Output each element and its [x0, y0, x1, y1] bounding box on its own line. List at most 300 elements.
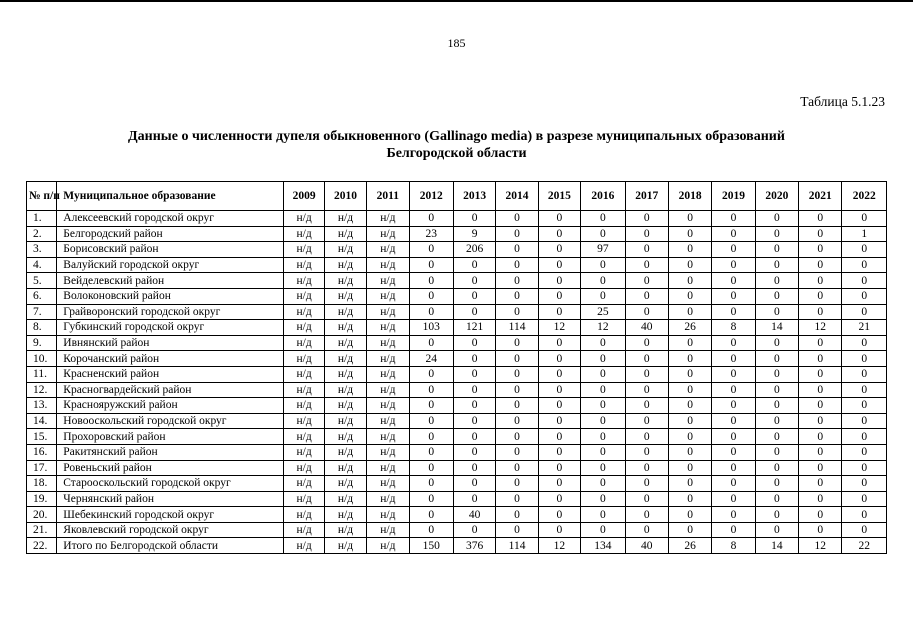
value-cell: 0: [453, 257, 495, 273]
value-cell: 0: [581, 273, 625, 289]
value-cell: 0: [712, 522, 755, 538]
value-cell: 0: [755, 491, 798, 507]
value-cell: 0: [538, 507, 580, 523]
table-row: [27, 429, 887, 445]
value-cell: н/д: [324, 273, 366, 289]
row-number: 10.: [27, 351, 57, 367]
value-cell: 0: [581, 413, 625, 429]
value-cell: 0: [496, 491, 538, 507]
value-cell: 0: [799, 211, 842, 227]
value-cell: н/д: [284, 288, 324, 304]
value-cell: н/д: [367, 507, 409, 523]
municipality-name: Чернянский район: [57, 491, 284, 507]
value-cell: 0: [842, 522, 887, 538]
value-cell: 0: [668, 335, 711, 351]
value-cell: 0: [581, 257, 625, 273]
value-cell: н/д: [284, 429, 324, 445]
municipality-name: Ровеньский район: [57, 460, 284, 476]
value-cell: 40: [625, 538, 668, 554]
value-cell: 0: [538, 429, 580, 445]
table-row: [27, 351, 887, 367]
value-cell: 0: [538, 366, 580, 382]
value-cell: 0: [496, 398, 538, 414]
value-cell: 0: [538, 288, 580, 304]
table-row: [27, 226, 887, 242]
value-cell: н/д: [324, 382, 366, 398]
value-cell: 0: [453, 382, 495, 398]
value-cell: 0: [625, 288, 668, 304]
value-cell: 0: [538, 382, 580, 398]
value-cell: н/д: [284, 413, 324, 429]
value-cell: 0: [842, 257, 887, 273]
value-cell: 0: [668, 507, 711, 523]
value-cell: 0: [799, 429, 842, 445]
value-cell: 0: [668, 366, 711, 382]
value-cell: н/д: [324, 413, 366, 429]
row-number: 21.: [27, 522, 57, 538]
value-cell: н/д: [284, 382, 324, 398]
value-cell: 0: [496, 522, 538, 538]
row-number: 19.: [27, 491, 57, 507]
table-row: [27, 211, 887, 227]
value-cell: 0: [625, 460, 668, 476]
value-cell: 0: [842, 398, 887, 414]
value-cell: 9: [453, 226, 495, 242]
header-num: № п/п: [27, 182, 57, 211]
value-cell: н/д: [367, 320, 409, 336]
value-cell: 0: [409, 242, 453, 258]
value-cell: 0: [581, 382, 625, 398]
value-cell: 0: [625, 507, 668, 523]
value-cell: 0: [625, 476, 668, 492]
value-cell: н/д: [284, 507, 324, 523]
value-cell: 0: [581, 288, 625, 304]
value-cell: 121: [453, 320, 495, 336]
value-cell: н/д: [324, 522, 366, 538]
value-cell: 0: [625, 522, 668, 538]
value-cell: 0: [668, 476, 711, 492]
table-row: [27, 273, 887, 289]
value-cell: н/д: [367, 522, 409, 538]
row-number: 16.: [27, 444, 57, 460]
value-cell: н/д: [284, 335, 324, 351]
value-cell: 0: [668, 288, 711, 304]
table-row: [27, 382, 887, 398]
value-cell: 23: [409, 226, 453, 242]
value-cell: 0: [712, 335, 755, 351]
value-cell: 0: [842, 351, 887, 367]
value-cell: 0: [755, 429, 798, 445]
value-cell: 0: [538, 242, 580, 258]
value-cell: н/д: [284, 538, 324, 554]
value-cell: 0: [799, 351, 842, 367]
value-cell: 0: [409, 304, 453, 320]
value-cell: 0: [668, 242, 711, 258]
row-number: 7.: [27, 304, 57, 320]
value-cell: 0: [625, 366, 668, 382]
row-number: 17.: [27, 460, 57, 476]
table-row: [27, 507, 887, 523]
value-cell: 0: [496, 444, 538, 460]
value-cell: 0: [712, 257, 755, 273]
value-cell: 25: [581, 304, 625, 320]
value-cell: 0: [712, 382, 755, 398]
table-header-row: [27, 182, 887, 211]
value-cell: 0: [409, 257, 453, 273]
header-year: 2022: [842, 182, 887, 211]
municipality-name: Старооскольский городской округ: [57, 476, 284, 492]
value-cell: 0: [799, 507, 842, 523]
value-cell: 0: [496, 226, 538, 242]
value-cell: н/д: [324, 460, 366, 476]
value-cell: 0: [755, 382, 798, 398]
value-cell: н/д: [284, 444, 324, 460]
municipality-name: Краснояружский район: [57, 398, 284, 414]
value-cell: 0: [799, 226, 842, 242]
value-cell: 0: [625, 491, 668, 507]
table-row: [27, 304, 887, 320]
value-cell: 0: [842, 273, 887, 289]
value-cell: 0: [842, 382, 887, 398]
value-cell: 0: [799, 491, 842, 507]
value-cell: н/д: [324, 507, 366, 523]
value-cell: 0: [496, 460, 538, 476]
value-cell: 0: [668, 444, 711, 460]
value-cell: 0: [668, 257, 711, 273]
value-cell: н/д: [324, 304, 366, 320]
value-cell: 40: [453, 507, 495, 523]
value-cell: 0: [799, 288, 842, 304]
value-cell: н/д: [284, 522, 324, 538]
value-cell: н/д: [367, 211, 409, 227]
table-row: [27, 491, 887, 507]
value-cell: 0: [799, 304, 842, 320]
value-cell: н/д: [284, 273, 324, 289]
value-cell: 0: [712, 351, 755, 367]
value-cell: 0: [712, 288, 755, 304]
value-cell: 0: [409, 366, 453, 382]
row-number: 1.: [27, 211, 57, 227]
table-row: [27, 522, 887, 538]
municipality-name: Прохоровский район: [57, 429, 284, 445]
value-cell: 0: [755, 273, 798, 289]
table-row: [27, 320, 887, 336]
value-cell: 0: [496, 304, 538, 320]
value-cell: 0: [625, 382, 668, 398]
value-cell: н/д: [324, 476, 366, 492]
value-cell: н/д: [284, 460, 324, 476]
municipality-name: Красногвардейский район: [57, 382, 284, 398]
value-cell: 0: [453, 476, 495, 492]
table-row: [27, 366, 887, 382]
header-year: 2019: [712, 182, 755, 211]
value-cell: 0: [668, 413, 711, 429]
municipality-name: Яковлевский городской округ: [57, 522, 284, 538]
value-cell: 0: [842, 491, 887, 507]
row-number: 6.: [27, 288, 57, 304]
value-cell: 0: [453, 273, 495, 289]
value-cell: 0: [538, 257, 580, 273]
value-cell: 0: [496, 351, 538, 367]
title-line-1: Данные о численности дупеля обыкновенного (Gallinago media) в разрезе муниципальных образований: [128, 129, 785, 144]
value-cell: 0: [496, 335, 538, 351]
value-cell: 0: [625, 444, 668, 460]
value-cell: 0: [409, 444, 453, 460]
value-cell: 0: [538, 226, 580, 242]
value-cell: 8: [712, 320, 755, 336]
header-name: Муниципальное образование: [57, 182, 284, 211]
table-caption: Таблица 5.1.23: [800, 94, 885, 109]
value-cell: 0: [799, 257, 842, 273]
value-cell: 0: [755, 444, 798, 460]
row-number: 3.: [27, 242, 57, 258]
row-number: 13.: [27, 398, 57, 414]
value-cell: 0: [496, 382, 538, 398]
header-year: 2017: [625, 182, 668, 211]
header-year: 2018: [668, 182, 711, 211]
value-cell: 0: [581, 211, 625, 227]
value-cell: н/д: [367, 304, 409, 320]
value-cell: н/д: [367, 382, 409, 398]
value-cell: н/д: [367, 413, 409, 429]
value-cell: 8: [712, 538, 755, 554]
value-cell: 0: [581, 444, 625, 460]
value-cell: 0: [712, 366, 755, 382]
municipality-name: Губкинский городской округ: [57, 320, 284, 336]
value-cell: 150: [409, 538, 453, 554]
table-row: [27, 444, 887, 460]
value-cell: 0: [538, 335, 580, 351]
header-year: 2013: [453, 182, 495, 211]
value-cell: 12: [799, 320, 842, 336]
value-cell: 134: [581, 538, 625, 554]
table-row: [27, 335, 887, 351]
municipality-name: Корочанский район: [57, 351, 284, 367]
value-cell: 0: [453, 288, 495, 304]
value-cell: 0: [755, 351, 798, 367]
value-cell: н/д: [324, 211, 366, 227]
value-cell: 0: [668, 398, 711, 414]
value-cell: н/д: [324, 335, 366, 351]
value-cell: 0: [712, 491, 755, 507]
header-year: 2009: [284, 182, 324, 211]
value-cell: н/д: [324, 538, 366, 554]
value-cell: 0: [668, 382, 711, 398]
value-cell: 0: [712, 413, 755, 429]
value-cell: н/д: [367, 242, 409, 258]
value-cell: 0: [453, 460, 495, 476]
value-cell: 0: [842, 413, 887, 429]
value-cell: 0: [842, 444, 887, 460]
value-cell: н/д: [367, 273, 409, 289]
value-cell: 0: [496, 242, 538, 258]
value-cell: 0: [668, 226, 711, 242]
header-year: 2016: [581, 182, 625, 211]
row-number: 8.: [27, 320, 57, 336]
municipality-name: Красненский район: [57, 366, 284, 382]
value-cell: 0: [799, 444, 842, 460]
value-cell: 0: [712, 476, 755, 492]
value-cell: н/д: [324, 320, 366, 336]
value-cell: н/д: [324, 257, 366, 273]
value-cell: н/д: [324, 366, 366, 382]
value-cell: 0: [409, 211, 453, 227]
value-cell: 0: [842, 476, 887, 492]
municipality-name: Новооскольский городской округ: [57, 413, 284, 429]
municipality-name: Алексеевский городской округ: [57, 211, 284, 227]
value-cell: 0: [755, 211, 798, 227]
value-cell: 0: [799, 366, 842, 382]
value-cell: 24: [409, 351, 453, 367]
value-cell: н/д: [367, 288, 409, 304]
value-cell: 0: [668, 211, 711, 227]
value-cell: 0: [842, 211, 887, 227]
value-cell: 12: [799, 538, 842, 554]
value-cell: 0: [453, 398, 495, 414]
value-cell: 0: [453, 366, 495, 382]
value-cell: 1: [842, 226, 887, 242]
row-number: 9.: [27, 335, 57, 351]
value-cell: н/д: [324, 288, 366, 304]
value-cell: 0: [842, 507, 887, 523]
table-row: [27, 538, 887, 554]
value-cell: 0: [755, 460, 798, 476]
value-cell: 0: [581, 522, 625, 538]
value-cell: 14: [755, 538, 798, 554]
value-cell: н/д: [367, 335, 409, 351]
value-cell: 0: [799, 335, 842, 351]
value-cell: 14: [755, 320, 798, 336]
value-cell: н/д: [284, 242, 324, 258]
value-cell: н/д: [284, 257, 324, 273]
value-cell: 0: [538, 444, 580, 460]
table-row: [27, 413, 887, 429]
value-cell: 0: [409, 491, 453, 507]
value-cell: 22: [842, 538, 887, 554]
value-cell: 0: [625, 351, 668, 367]
value-cell: н/д: [367, 257, 409, 273]
row-number: 12.: [27, 382, 57, 398]
value-cell: 0: [712, 273, 755, 289]
value-cell: 0: [453, 522, 495, 538]
value-cell: 0: [409, 429, 453, 445]
value-cell: 0: [538, 460, 580, 476]
value-cell: н/д: [324, 351, 366, 367]
value-cell: 0: [409, 288, 453, 304]
value-cell: 0: [453, 444, 495, 460]
value-cell: н/д: [324, 491, 366, 507]
value-cell: 0: [712, 211, 755, 227]
value-cell: 0: [668, 304, 711, 320]
value-cell: 0: [842, 460, 887, 476]
value-cell: 0: [538, 304, 580, 320]
row-number: 4.: [27, 257, 57, 273]
value-cell: н/д: [324, 226, 366, 242]
municipality-name: Шебекинский городской округ: [57, 507, 284, 523]
value-cell: 0: [668, 491, 711, 507]
value-cell: н/д: [284, 211, 324, 227]
value-cell: 0: [538, 522, 580, 538]
table-row: [27, 242, 887, 258]
value-cell: н/д: [367, 476, 409, 492]
value-cell: 12: [538, 320, 580, 336]
value-cell: н/д: [324, 429, 366, 445]
value-cell: 0: [842, 242, 887, 258]
value-cell: 0: [409, 413, 453, 429]
value-cell: 0: [453, 304, 495, 320]
value-cell: 0: [668, 460, 711, 476]
municipality-name: Белгородский район: [57, 226, 284, 242]
value-cell: 0: [625, 211, 668, 227]
value-cell: 0: [712, 304, 755, 320]
value-cell: 0: [712, 460, 755, 476]
value-cell: н/д: [324, 398, 366, 414]
table-row: [27, 257, 887, 273]
value-cell: 0: [538, 398, 580, 414]
value-cell: 0: [712, 242, 755, 258]
value-cell: 0: [799, 460, 842, 476]
value-cell: н/д: [284, 351, 324, 367]
row-number: 11.: [27, 366, 57, 382]
row-number: 18.: [27, 476, 57, 492]
value-cell: 0: [453, 211, 495, 227]
value-cell: 0: [668, 429, 711, 445]
table-row: [27, 460, 887, 476]
value-cell: н/д: [367, 491, 409, 507]
value-cell: 40: [625, 320, 668, 336]
value-cell: 0: [409, 335, 453, 351]
value-cell: н/д: [284, 304, 324, 320]
value-cell: 0: [842, 304, 887, 320]
value-cell: 0: [799, 522, 842, 538]
value-cell: 0: [581, 507, 625, 523]
value-cell: 0: [496, 507, 538, 523]
header-year: 2021: [799, 182, 842, 211]
value-cell: 0: [625, 304, 668, 320]
value-cell: н/д: [367, 366, 409, 382]
municipality-name: Ивнянский район: [57, 335, 284, 351]
row-number: 14.: [27, 413, 57, 429]
value-cell: 0: [409, 398, 453, 414]
value-cell: 0: [799, 476, 842, 492]
value-cell: 0: [496, 476, 538, 492]
value-cell: 0: [755, 242, 798, 258]
value-cell: 0: [581, 226, 625, 242]
value-cell: 0: [668, 351, 711, 367]
table-row: [27, 288, 887, 304]
municipality-name: Волоконовский район: [57, 288, 284, 304]
table-body: [27, 211, 887, 554]
title-line-2: Белгородской области: [386, 146, 527, 161]
value-cell: 114: [496, 320, 538, 336]
document-title: [0, 128, 913, 162]
value-cell: 0: [799, 382, 842, 398]
page-number: 185: [447, 36, 466, 50]
value-cell: 0: [581, 398, 625, 414]
header-year: 2014: [496, 182, 538, 211]
value-cell: 26: [668, 538, 711, 554]
value-cell: 26: [668, 320, 711, 336]
population-table: [26, 181, 887, 554]
value-cell: н/д: [367, 226, 409, 242]
value-cell: 0: [755, 476, 798, 492]
value-cell: 0: [712, 398, 755, 414]
value-cell: 0: [755, 398, 798, 414]
value-cell: 0: [668, 522, 711, 538]
value-cell: 0: [409, 273, 453, 289]
value-cell: 0: [496, 413, 538, 429]
value-cell: 0: [581, 460, 625, 476]
